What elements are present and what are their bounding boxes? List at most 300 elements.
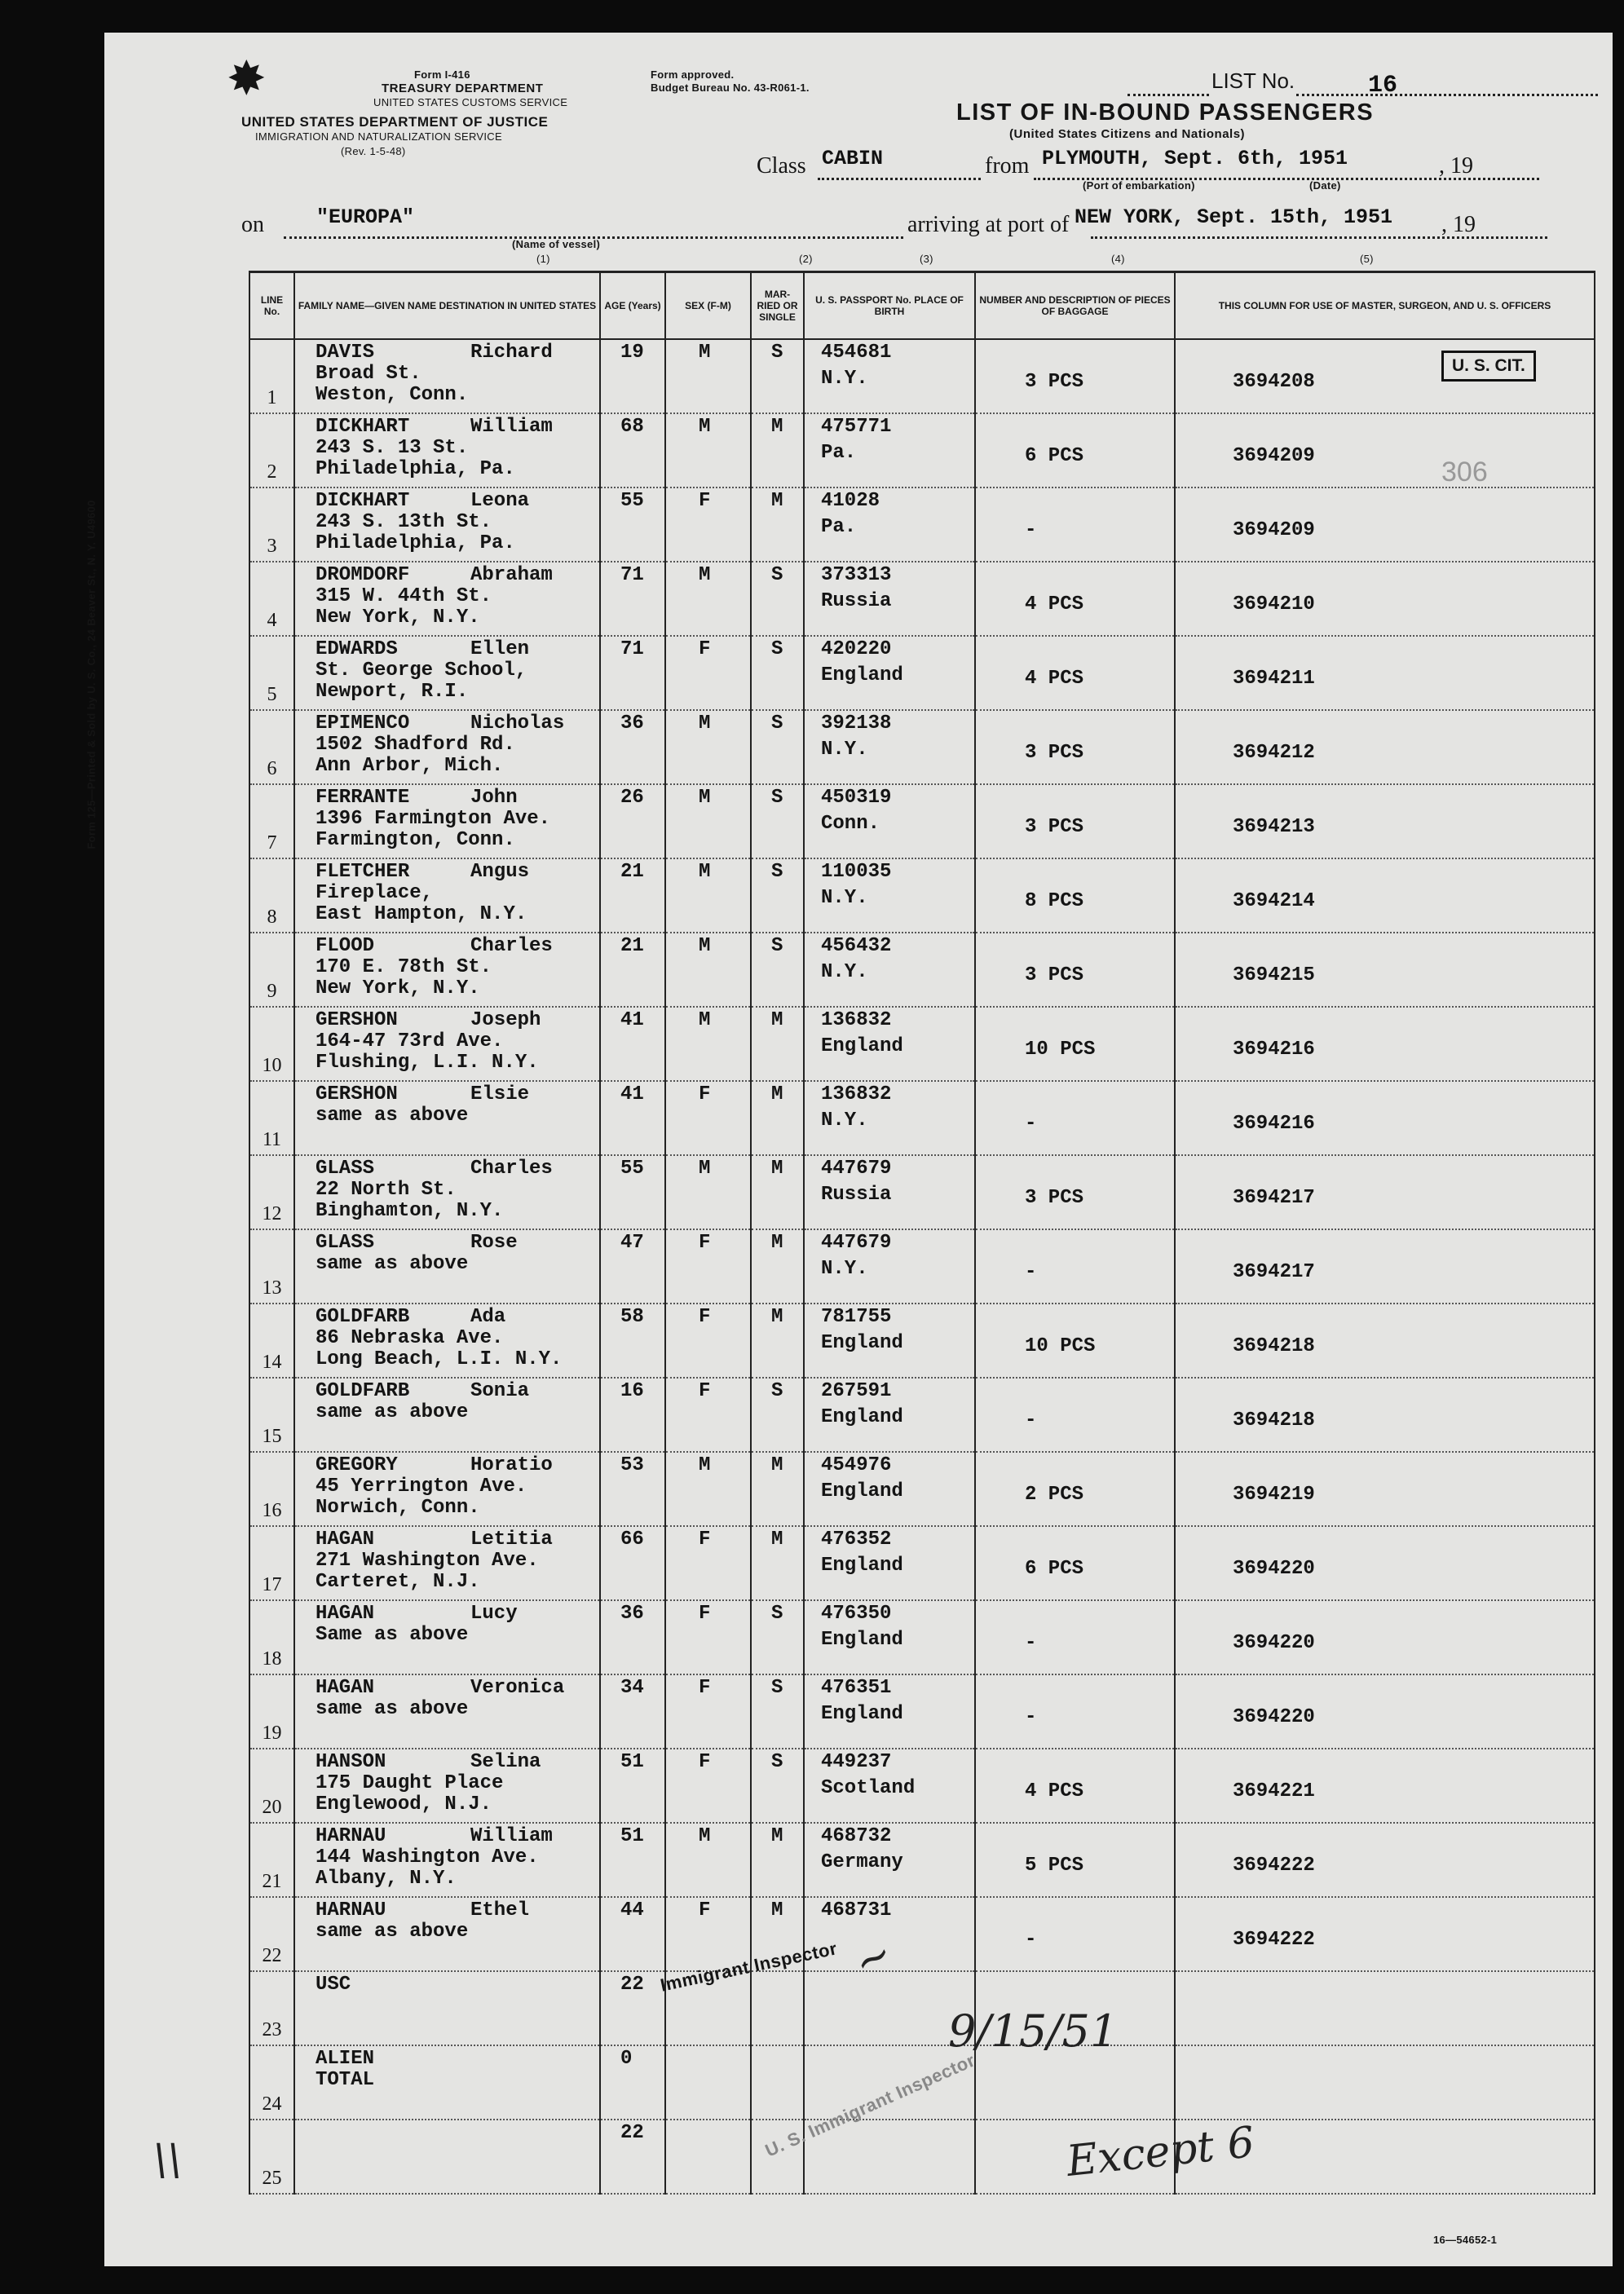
sex: M <box>699 712 711 735</box>
table-cell <box>600 487 665 562</box>
address-line-2: Philadelphia, Pa. <box>316 458 515 480</box>
marital-status: M <box>771 1158 783 1180</box>
col-name-header: FAMILY NAME—GIVEN NAME DESTINATION IN UNITED STATES <box>294 272 600 340</box>
officer-number: 3694213 <box>1233 816 1315 838</box>
table-cell <box>751 1007 804 1081</box>
table-cell <box>1175 1971 1595 2045</box>
address-line-1: Fireplace, <box>316 882 434 904</box>
address-line-1: 243 S. 13 St. <box>316 437 469 459</box>
table-cell <box>1175 2045 1595 2120</box>
sex: M <box>699 1009 711 1031</box>
sex: F <box>699 1529 711 1551</box>
passport-number: 475771 <box>821 416 892 438</box>
table-cell <box>600 1749 665 1823</box>
table-cell <box>665 1823 751 1897</box>
table-cell <box>1175 1229 1595 1304</box>
address-line-1: St. George School, <box>316 660 527 682</box>
address-line-2: Albany, N.Y. <box>316 1868 457 1890</box>
table-cell <box>294 487 600 562</box>
table-cell <box>975 1674 1175 1749</box>
family-name: HAGAN <box>316 1603 375 1625</box>
table-row <box>249 413 1595 487</box>
punch-mark-icon: ✸ <box>227 52 267 105</box>
table-cell <box>294 1600 600 1674</box>
line-number: 17 <box>262 1574 282 1595</box>
line-number: 2 <box>267 461 277 483</box>
age: 21 <box>620 861 644 883</box>
table-header-row <box>249 272 1595 340</box>
baggage: - <box>1025 1261 1037 1283</box>
form-number: Form I-416 <box>414 68 470 81</box>
given-name: Veronica <box>470 1677 565 1699</box>
table-row <box>249 1007 1595 1081</box>
table-cell <box>294 2120 600 2194</box>
given-name: Sonia <box>470 1380 530 1402</box>
baggage: - <box>1025 1632 1037 1654</box>
address-line-2: Long Beach, L.I. N.Y. <box>316 1348 563 1370</box>
baggage: 10 PCS <box>1025 1039 1096 1061</box>
table-cell <box>665 1674 751 1749</box>
list-no-value: 16 <box>1368 72 1398 99</box>
officer-number: 3694220 <box>1233 1706 1315 1728</box>
table-cell <box>975 1897 1175 1971</box>
table-cell <box>1175 487 1595 562</box>
page-number-stamp: 306 <box>1441 457 1488 487</box>
place-of-birth: England <box>821 1703 903 1725</box>
line-number: 11 <box>262 1129 282 1150</box>
table-cell <box>249 1304 294 1378</box>
sex: F <box>699 1306 711 1328</box>
age: 26 <box>620 787 644 809</box>
table-row <box>249 1155 1595 1229</box>
table-cell <box>600 1526 665 1600</box>
officer-number: 3694217 <box>1233 1261 1315 1283</box>
age: 71 <box>620 638 644 660</box>
tally-mark-icon: \\ <box>153 2136 183 2185</box>
table-cell <box>804 858 975 933</box>
age: 36 <box>620 712 644 735</box>
officer-number: 3694222 <box>1233 1855 1315 1877</box>
table-cell <box>249 413 294 487</box>
address-line-1: same as above <box>316 1921 469 1943</box>
table-cell <box>751 1749 804 1823</box>
marital-status: S <box>771 1603 783 1625</box>
officer-number: 3694221 <box>1233 1780 1315 1802</box>
address-line-1: 170 E. 78th St. <box>316 956 492 978</box>
line-number: 12 <box>262 1203 282 1224</box>
age: 21 <box>620 935 644 957</box>
officer-number: 3694215 <box>1233 964 1315 986</box>
table-cell <box>804 784 975 858</box>
table-cell <box>1175 1155 1595 1229</box>
table-cell <box>294 413 600 487</box>
given-name: Ethel <box>470 1899 530 1921</box>
address-line-1: 243 S. 13th St. <box>316 511 492 533</box>
table-cell <box>804 562 975 636</box>
table-cell <box>751 784 804 858</box>
line-number: 7 <box>267 832 277 854</box>
place-of-birth: England <box>821 1406 903 1428</box>
passenger-manifest-page <box>85 33 1613 2266</box>
line-number: 24 <box>262 2093 282 2115</box>
form-title: LIST OF IN-BOUND PASSENGERS <box>956 99 1375 126</box>
table-cell <box>600 1007 665 1081</box>
passport-number: 476351 <box>821 1677 892 1699</box>
given-name: Ada <box>470 1306 506 1328</box>
sex: F <box>699 1603 711 1625</box>
table-cell <box>975 339 1175 413</box>
table-row <box>249 1229 1595 1304</box>
marital-status: S <box>771 1380 783 1402</box>
baggage: 3 PCS <box>1025 816 1084 838</box>
passport-number: 450319 <box>821 787 892 809</box>
table-row <box>249 1823 1595 1897</box>
table-cell <box>804 1229 975 1304</box>
given-name: Charles <box>470 1158 553 1180</box>
col-married-header: MAR-RIED OR SINGLE <box>751 272 804 340</box>
family-name: GREGORY <box>316 1454 398 1476</box>
given-name: Angus <box>470 861 530 883</box>
table-cell <box>1175 1378 1595 1452</box>
officer-number: 3694212 <box>1233 742 1315 764</box>
table-cell <box>600 339 665 413</box>
table-cell <box>804 339 975 413</box>
table-cell <box>751 710 804 784</box>
place-of-birth: Pa. <box>821 516 857 538</box>
officer-number: 3694216 <box>1233 1113 1315 1135</box>
address-line-2: Ann Arbor, Mich. <box>316 755 504 777</box>
sex: F <box>699 1751 711 1773</box>
family-name: HANSON <box>316 1751 386 1773</box>
line-number: 14 <box>262 1352 282 1373</box>
baggage: 3 PCS <box>1025 1187 1084 1209</box>
table-cell <box>294 1674 600 1749</box>
table-cell <box>804 933 975 1007</box>
table-cell <box>751 1452 804 1526</box>
table-cell <box>975 784 1175 858</box>
address-line-1: Same as above <box>316 1624 469 1646</box>
given-name: Joseph <box>470 1009 541 1031</box>
table-row <box>249 487 1595 562</box>
given-name: Rose <box>470 1232 518 1254</box>
line-number: 25 <box>262 2168 282 2189</box>
line-number: 6 <box>267 758 277 779</box>
table-cell <box>975 858 1175 933</box>
table-cell <box>665 339 751 413</box>
table-cell <box>751 1674 804 1749</box>
baggage: 6 PCS <box>1025 1558 1084 1580</box>
passport-number: 373313 <box>821 564 892 586</box>
sex: M <box>699 342 711 364</box>
immigrant-inspector-stamp: Immigrant Inspector <box>658 1938 840 1996</box>
given-name: Nicholas <box>470 712 565 735</box>
table-cell <box>975 413 1175 487</box>
table-cell <box>600 2045 665 2120</box>
table-cell <box>804 1304 975 1378</box>
age: 0 <box>620 2048 633 2070</box>
table-cell <box>294 1823 600 1897</box>
table-cell <box>975 710 1175 784</box>
place-of-birth: England <box>821 1629 903 1651</box>
place-of-birth: N.Y. <box>821 961 868 983</box>
table-row <box>249 562 1595 636</box>
marital-status: S <box>771 638 783 660</box>
address-line-1: same as above <box>316 1698 469 1720</box>
table-row <box>249 636 1595 710</box>
baggage: 4 PCS <box>1025 668 1084 690</box>
sex: F <box>699 638 711 660</box>
sex: M <box>699 1454 711 1476</box>
place-of-birth: Conn. <box>821 813 880 835</box>
table-cell <box>249 1378 294 1452</box>
place-of-birth: N.Y. <box>821 1258 868 1280</box>
place-of-birth: N.Y. <box>821 1110 868 1132</box>
table-cell <box>975 1526 1175 1600</box>
sex: M <box>699 787 711 809</box>
table-cell <box>249 1081 294 1155</box>
table-cell <box>249 1526 294 1600</box>
family-name: ALIEN <box>316 2048 375 2070</box>
place-of-birth: Scotland <box>821 1777 916 1799</box>
table-cell <box>294 1007 600 1081</box>
family-name: EPIMENCO <box>316 712 410 735</box>
officer-number: 3694216 <box>1233 1039 1315 1061</box>
marital-status: S <box>771 564 783 586</box>
age: 41 <box>620 1009 644 1031</box>
table-cell <box>975 1155 1175 1229</box>
table-cell <box>600 933 665 1007</box>
baggage: 6 PCS <box>1025 445 1084 467</box>
port-embarkation-caption: (Port of embarkation) <box>1083 179 1195 192</box>
table-cell <box>600 1378 665 1452</box>
table-cell <box>249 487 294 562</box>
table-cell <box>1175 636 1595 710</box>
table-cell <box>294 1378 600 1452</box>
line-number: 3 <box>267 536 277 557</box>
table-cell <box>1175 413 1595 487</box>
table-cell <box>294 636 600 710</box>
vessel-caption: (Name of vessel) <box>512 238 601 250</box>
table-row <box>249 1452 1595 1526</box>
printer-imprint: Form 125—Printed & Sold by U. S. Co., 24 Beaver St., N. Y. U49600 <box>85 500 98 849</box>
table-cell <box>249 2045 294 2120</box>
sex: M <box>699 1825 711 1847</box>
table-cell <box>294 1155 600 1229</box>
caption-1: (1) <box>536 253 550 265</box>
table-row <box>249 1304 1595 1378</box>
officer-number: 3694209 <box>1233 519 1315 541</box>
table-row <box>249 1081 1595 1155</box>
col-passport-header: U. S. PASSPORT No. PLACE OF BIRTH <box>804 272 975 340</box>
family-name: USC <box>316 1974 351 1996</box>
table-cell <box>751 1081 804 1155</box>
table-row <box>249 1600 1595 1674</box>
family-name: HARNAU <box>316 1899 386 1921</box>
year-suffix-2: , 19 <box>1441 212 1476 237</box>
given-name: Elsie <box>470 1083 530 1105</box>
family-name: GLASS <box>316 1158 375 1180</box>
baggage: - <box>1025 1706 1037 1728</box>
table-cell <box>665 1155 751 1229</box>
table-cell <box>600 1971 665 2045</box>
sex: M <box>699 564 711 586</box>
from-value: PLYMOUTH, Sept. 6th, 1951 <box>1042 147 1348 170</box>
table-cell <box>1175 1452 1595 1526</box>
table-row <box>249 1526 1595 1600</box>
family-name: DROMDORF <box>316 564 410 586</box>
table-cell <box>804 1081 975 1155</box>
table-cell <box>665 1229 751 1304</box>
given-name: Leona <box>470 490 530 512</box>
col-sex-header: SEX (F-M) <box>665 272 751 340</box>
col-baggage-header: NUMBER AND DESCRIPTION OF PIECES OF BAGGAGE <box>975 272 1175 340</box>
table-cell <box>600 1823 665 1897</box>
given-name: Horatio <box>470 1454 553 1476</box>
age: 22 <box>620 2122 644 2144</box>
table-cell <box>665 784 751 858</box>
given-name: William <box>470 1825 553 1847</box>
table-cell <box>751 1526 804 1600</box>
line-number: 1 <box>267 387 277 408</box>
table-cell <box>804 636 975 710</box>
table-cell <box>804 1600 975 1674</box>
table-cell <box>751 636 804 710</box>
family-name: GLASS <box>316 1232 375 1254</box>
table-cell <box>975 1452 1175 1526</box>
passport-number: 476352 <box>821 1529 892 1551</box>
inspector-signature: ~ <box>844 1926 902 1989</box>
table-cell <box>1175 1897 1595 1971</box>
address-line-2: Farmington, Conn. <box>316 829 515 851</box>
sex: F <box>699 490 711 512</box>
table-cell <box>665 2045 751 2120</box>
table-cell <box>1175 1081 1595 1155</box>
table-cell <box>665 2120 751 2194</box>
caption-3: (3) <box>920 253 933 265</box>
family-name: EDWARDS <box>316 638 398 660</box>
passport-number: 468732 <box>821 1825 892 1847</box>
age: 47 <box>620 1232 644 1254</box>
passport-number: 454681 <box>821 342 892 364</box>
address-line-1: same as above <box>316 1105 469 1127</box>
table-cell <box>751 1378 804 1452</box>
sex: F <box>699 1083 711 1105</box>
age: 19 <box>620 342 644 364</box>
table-cell <box>665 1007 751 1081</box>
table-cell <box>665 1081 751 1155</box>
baggage: - <box>1025 1409 1037 1432</box>
table-cell <box>1175 784 1595 858</box>
address-line-1: 271 Washington Ave. <box>316 1550 539 1572</box>
from-label: from <box>985 153 1030 179</box>
caption-4: (4) <box>1111 253 1125 265</box>
table-row <box>249 1971 1595 2045</box>
age: 16 <box>620 1380 644 1402</box>
line-number: 15 <box>262 1426 282 1447</box>
address-line-2: Englewood, N.J. <box>316 1793 492 1815</box>
class-value: CABIN <box>822 147 884 170</box>
family-name: GOLDFARB <box>316 1380 410 1402</box>
family-name: FLOOD <box>316 935 375 957</box>
baggage: 2 PCS <box>1025 1484 1084 1506</box>
table-cell <box>294 1971 600 2045</box>
officer-number: 3694209 <box>1233 445 1315 467</box>
table-cell <box>804 1526 975 1600</box>
marital-status: M <box>771 1899 783 1921</box>
form-approved: Form approved. <box>651 68 735 81</box>
address-line-2: Binghamton, N.Y. <box>316 1200 504 1222</box>
table-cell <box>294 1081 600 1155</box>
baggage: - <box>1025 519 1037 541</box>
col-officers-header: THIS COLUMN FOR USE OF MASTER, SURGEON, AND U. S. OFFICERS <box>1175 272 1595 340</box>
table-cell <box>1175 858 1595 933</box>
table-cell <box>249 710 294 784</box>
place-of-birth: Pa. <box>821 442 857 464</box>
table-cell <box>1175 1304 1595 1378</box>
table-cell <box>249 2120 294 2194</box>
form-code: 16—54652-1 <box>1433 2234 1498 2246</box>
table-cell <box>665 636 751 710</box>
family-name: GERSHON <box>316 1083 398 1105</box>
table-cell <box>249 1007 294 1081</box>
address-line-1: Broad St. <box>316 363 421 385</box>
table-cell <box>804 487 975 562</box>
table-cell <box>751 1155 804 1229</box>
table-cell <box>294 1526 600 1600</box>
passport-number: 392138 <box>821 712 892 735</box>
given-name: Abraham <box>470 564 553 586</box>
table-cell <box>975 1749 1175 1823</box>
table-cell <box>249 339 294 413</box>
table-cell <box>249 636 294 710</box>
marital-status: S <box>771 1677 783 1699</box>
age: 34 <box>620 1677 644 1699</box>
marital-status: S <box>771 787 783 809</box>
given-name: William <box>470 416 553 438</box>
justice-dept: UNITED STATES DEPARTMENT OF JUSTICE <box>241 114 549 130</box>
family-name: DICKHART <box>316 490 410 512</box>
baggage: - <box>1025 1113 1037 1135</box>
baggage: 5 PCS <box>1025 1855 1084 1877</box>
table-cell <box>804 1378 975 1452</box>
table-cell <box>294 1304 600 1378</box>
marital-status: M <box>771 1232 783 1254</box>
year-suffix-1: , 19 <box>1439 153 1473 179</box>
table-cell <box>294 562 600 636</box>
table-cell <box>804 1749 975 1823</box>
address-line-2: Philadelphia, Pa. <box>316 532 515 554</box>
officer-number: 3694219 <box>1233 1484 1315 1506</box>
table-cell <box>975 1081 1175 1155</box>
treasury-dept: TREASURY DEPARTMENT <box>382 82 544 95</box>
address-line-2: New York, N.Y. <box>316 607 480 629</box>
address-line-2: East Hampton, N.Y. <box>316 903 527 925</box>
age: 53 <box>620 1454 644 1476</box>
passport-number: 420220 <box>821 638 892 660</box>
address-line-1: TOTAL <box>316 2069 375 2091</box>
table-cell <box>600 1674 665 1749</box>
passport-number: 468731 <box>821 1899 892 1921</box>
age: 66 <box>620 1529 644 1551</box>
table-cell <box>600 1155 665 1229</box>
table-cell <box>294 784 600 858</box>
marital-status: M <box>771 1825 783 1847</box>
passport-number: 781755 <box>821 1306 892 1328</box>
table-row <box>249 1897 1595 1971</box>
officer-number: 3694218 <box>1233 1409 1315 1432</box>
table-row <box>249 339 1595 413</box>
handwritten-date: 9/15/51 <box>948 2005 1119 2057</box>
